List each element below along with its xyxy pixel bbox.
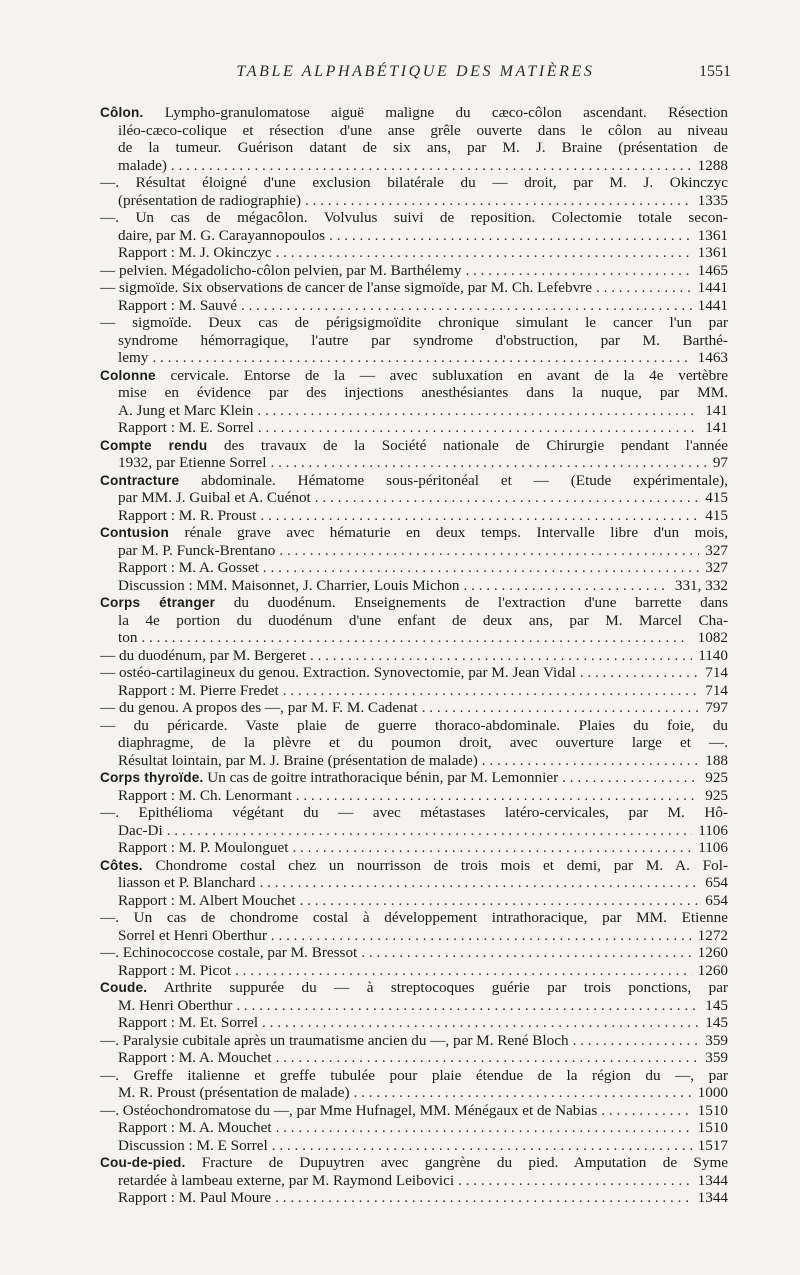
page-ref: 1106 <box>698 839 728 856</box>
leader-dots <box>292 839 692 857</box>
page-ref: 714 <box>705 664 728 681</box>
page-ref: 925 <box>705 769 728 786</box>
page-ref: 1260 <box>697 961 728 979</box>
index-line <box>100 332 728 350</box>
index-line <box>100 997 728 1015</box>
entry-text: — du péricarde. Vaste plaie de guerre thoraco-abdominale. Plaies du foie, du <box>100 716 728 734</box>
page-ref: 654 <box>705 874 728 891</box>
leader-dots <box>279 542 699 560</box>
index-line <box>100 1154 728 1172</box>
entry-text: Arthrite suppurée du — à streptocoques guérie par trois ponctions, par <box>147 979 728 996</box>
entry-text: Fracture de Dupuytren avec gangrène du pied. Amputation de Syme <box>185 1154 728 1171</box>
entry-text: (présentation de radiographie) <box>118 191 302 209</box>
entry-text: Rapport : M. R. Proust <box>118 506 257 524</box>
leader-dots <box>305 192 692 210</box>
index-line <box>100 472 728 490</box>
index-line <box>100 787 728 805</box>
entry-text: —. Un cas de mégacôlon. Volvulus suivi de reposition. Colectomie totale secon- <box>100 209 728 226</box>
entry-text: par M. P. Funck-Brentano <box>118 541 276 559</box>
entry-text: diaphragme, de la plèvre et du poumon droit, avec ouverture large et —. <box>118 734 728 751</box>
entry-heading: Côtes. <box>100 857 143 873</box>
leader-dots <box>257 402 699 420</box>
index-line <box>100 629 728 647</box>
leader-dots <box>271 927 692 945</box>
page-ref: 925 <box>705 786 728 804</box>
leader-dots <box>236 997 699 1015</box>
entry-text: rénale grave avec hématurie en deux temps. Intervalle libre d'un mois, <box>169 524 728 541</box>
page-ref: 141 <box>705 401 728 419</box>
entry-text: Rapport : M. P. Moulonguet <box>118 839 289 856</box>
index-line <box>100 489 728 507</box>
leader-dots <box>262 1014 699 1032</box>
index-line <box>100 279 728 297</box>
entry-text: —. Paralysie cubitale après un traumatisme ancien du —, par M. René Bloch <box>100 1031 569 1049</box>
index-line <box>100 857 728 875</box>
page-ref: 1517 <box>697 1136 728 1154</box>
leader-dots <box>260 507 699 525</box>
page-ref: 141 <box>705 419 728 436</box>
entry-heading: Contracture <box>100 472 180 488</box>
entry-text: Rapport : M. Et. Sorrel <box>118 1014 259 1031</box>
index-line <box>100 1119 728 1137</box>
leader-dots <box>296 787 699 805</box>
page-ref: 1344 <box>697 1171 728 1189</box>
leader-dots <box>315 489 699 507</box>
entry-text: iléo-cæco-colique et résection d'une anse grêle ouverte dans le côlon au niveau <box>118 121 728 139</box>
page-ref: 1335 <box>697 191 728 209</box>
page-ref: 1441 <box>697 296 728 314</box>
page-ref: 714 <box>705 681 728 699</box>
index-line <box>100 647 728 665</box>
leader-dots <box>422 699 700 717</box>
index-line <box>100 927 728 945</box>
running-header <box>100 63 731 85</box>
page-ref: 654 <box>705 891 728 909</box>
entry-heading: Côlon. <box>100 105 144 120</box>
index-line <box>100 769 728 787</box>
page-ref: 145 <box>705 996 728 1014</box>
index-line <box>100 962 728 980</box>
index-line <box>100 122 728 140</box>
entry-text: Dac-Di <box>118 821 163 839</box>
index-line <box>100 437 728 455</box>
leader-dots <box>270 454 706 472</box>
entry-heading: Compte rendu <box>100 437 208 453</box>
leader-dots <box>141 629 691 647</box>
entry-text: malade) <box>118 156 167 174</box>
leader-dots <box>464 577 669 595</box>
leader-dots <box>276 1119 692 1137</box>
entry-text: A. Jung et Marc Klein <box>118 401 254 419</box>
entry-text: Discussion : MM. Maisonnet, J. Charrier, Louis Michon <box>118 576 460 594</box>
index-line <box>100 139 728 157</box>
index-line <box>100 507 728 525</box>
page-ref: 415 <box>705 506 728 524</box>
page-ref: 1106 <box>698 821 728 839</box>
entry-text: Rapport : M. Paul Moure <box>118 1189 272 1206</box>
index-line <box>100 979 728 997</box>
entry-text: ton <box>118 629 138 646</box>
index-line <box>100 419 728 437</box>
index-line <box>100 314 728 332</box>
leader-dots <box>361 944 691 962</box>
entry-text: — du genou. A propos des —, par M. F. M. Cadenat <box>100 699 418 716</box>
index-line <box>100 244 728 262</box>
leader-dots <box>258 419 699 437</box>
index-line <box>100 174 728 192</box>
entry-text: Sorrel et Henri Oberthur <box>118 926 267 944</box>
entry-text: Rapport : M. J. Okinczyc <box>118 244 272 261</box>
page-title: TABLE ALPHABÉTIQUE DES MATIÈRES <box>236 63 595 80</box>
entry-text: Chondrome costal chez un nourrisson de trois mois et demi, par M. A. Fol- <box>142 856 728 874</box>
entry-text: liasson et P. Blanchard <box>118 874 256 891</box>
index-line <box>100 524 728 542</box>
index-line <box>100 682 728 700</box>
index-line <box>100 367 728 385</box>
entry-text: la 4e portion du duodénum d'une enfant de deux ans, par M. Marcel Cha- <box>118 611 728 629</box>
page-ref: 359 <box>705 1049 728 1066</box>
leader-dots <box>263 559 699 577</box>
page-ref: 1260 <box>697 944 728 961</box>
index-line <box>100 804 728 822</box>
page-ref: 1272 <box>697 926 728 944</box>
index-line <box>100 892 728 910</box>
entry-heading: Contusion <box>100 525 169 540</box>
entry-heading: Corps thyroïde. <box>100 770 204 785</box>
entry-text: lemy <box>118 349 149 366</box>
entry-text: —. Echinococcose costale, par M. Bressot <box>100 944 358 961</box>
leader-dots <box>276 1049 700 1067</box>
entry-heading: Cou-de-pied. <box>100 1155 186 1170</box>
leader-dots <box>272 1137 692 1155</box>
page-ref: 1140 <box>698 646 728 664</box>
entry-text: mise en évidence par des injections anesthésiantes dans la nuque, par MM. <box>118 384 728 401</box>
leader-dots <box>260 874 700 892</box>
leader-dots <box>275 1189 691 1207</box>
index-line <box>100 1032 728 1050</box>
index-body <box>100 104 728 1207</box>
entry-text: Rapport : M. Picot <box>118 961 232 979</box>
page-ref: 327 <box>705 541 728 559</box>
index-line <box>100 839 728 857</box>
page-ref: 1344 <box>697 1189 728 1206</box>
index-line <box>100 909 728 927</box>
entry-text: abdominale. Hématome sous-péritonéal et — (Etude expérimentale), <box>179 471 728 489</box>
leader-dots <box>354 1084 692 1102</box>
index-line <box>100 402 728 420</box>
page-ref: 145 <box>705 1014 728 1031</box>
entry-text: — sigmoïde. Six observations de cancer de l'anse sigmoïde, par M. Ch. Lefebvre <box>100 279 592 296</box>
entry-text: cervicale. Entorse de la — avec subluxation en avant de la 4e vertèbre <box>155 366 728 384</box>
index-line <box>100 1137 728 1155</box>
entry-text: — sigmoïde. Deux cas de périgsigmoïdite chronique simulant le cancer l'un par <box>100 314 728 331</box>
entry-text: —. Résultat éloigné d'une exclusion bilatérale du — droit, par M. J. Okinczyc <box>100 174 728 191</box>
entry-text: syndrome hémorragique, l'autre par syndrome d'obstruction, par M. Barthé- <box>118 331 728 349</box>
index-line <box>100 594 728 612</box>
page-ref: 188 <box>705 751 728 769</box>
leader-dots <box>310 647 692 665</box>
index-line <box>100 1102 728 1120</box>
entry-text: retardée à lambeau externe, par M. Raymond Leibovici <box>118 1171 455 1189</box>
entry-text: Rapport : M. A. Mouchet <box>118 1049 272 1066</box>
entry-text: Rapport : M. Pierre Fredet <box>118 681 279 699</box>
index-line <box>100 1014 728 1032</box>
page-ref: 327 <box>705 559 728 576</box>
index-line <box>100 822 728 840</box>
page-ref: 97 <box>712 454 728 471</box>
index-line <box>100 297 728 315</box>
leader-dots <box>300 892 700 910</box>
page-ref: 1441 <box>697 279 728 296</box>
index-line <box>100 944 728 962</box>
leader-dots <box>465 262 691 280</box>
index-line <box>100 577 728 595</box>
entry-text: par MM. J. Guibal et A. Cuénot <box>118 489 311 506</box>
entry-text: M. Henri Oberthur <box>118 996 233 1014</box>
entry-text: Rapport : M. Albert Mouchet <box>118 891 296 909</box>
page-ref: 1465 <box>697 261 728 279</box>
entry-text: 1932, par Etienne Sorrel <box>118 454 267 471</box>
page-ref: 1463 <box>697 349 728 366</box>
page-ref: 415 <box>705 489 728 506</box>
entry-heading: Corps étranger <box>100 595 216 610</box>
page-ref: 359 <box>705 1031 728 1049</box>
entry-text: — du duodénum, par M. Bergeret <box>100 646 306 664</box>
page-ref: 1361 <box>697 244 728 261</box>
index-line <box>100 734 728 752</box>
entry-text: daire, par M. G. Carayannopoulos <box>118 226 326 244</box>
leader-dots <box>167 822 692 840</box>
page-number: 1551 <box>699 63 731 80</box>
index-line <box>100 1172 728 1190</box>
index-line <box>100 227 728 245</box>
entry-text: Rapport : M. Ch. Lenormant <box>118 786 292 804</box>
leader-dots <box>283 682 700 700</box>
leader-dots <box>241 297 692 315</box>
index-line <box>100 157 728 175</box>
leader-dots <box>171 157 692 175</box>
entry-text: M. R. Proust (présentation de malade) <box>118 1084 350 1101</box>
index-line <box>100 209 728 227</box>
entry-text: —. Greffe italienne et greffe tubulée pour plaie étendue de la région du —, par <box>100 1066 728 1084</box>
page-ref: 1000 <box>697 1084 728 1101</box>
index-line <box>100 699 728 717</box>
entry-text: du duodénum. Enseignements de l'extraction d'une barrette dans <box>215 594 729 611</box>
leader-dots <box>482 752 699 770</box>
index-line <box>100 612 728 630</box>
entry-text: —. Epithélioma végétant du — avec métastases latéro-cervicales, par M. Hô- <box>100 804 728 821</box>
entry-text: des travaux de la Société nationale de Chirurgie pendant l'année <box>207 436 728 454</box>
index-line <box>100 1049 728 1067</box>
entry-text: Lympho-granulomatose aiguë maligne du cæco-côlon ascendant. Résection <box>143 104 728 121</box>
index-line <box>100 104 728 122</box>
entry-heading: Colonne <box>100 367 156 383</box>
page-ref: 1510 <box>697 1119 728 1136</box>
page-ref: 1288 <box>697 156 728 174</box>
leader-dots <box>562 769 699 787</box>
leader-dots <box>573 1032 700 1050</box>
index-line <box>100 874 728 892</box>
entry-text: Discussion : M. E Sorrel <box>118 1136 268 1154</box>
leader-dots <box>580 664 699 682</box>
page-ref: 331, 332 <box>674 576 728 594</box>
index-line <box>100 542 728 560</box>
entry-text: —. Ostéochondromatose du —, par Mme Hufnagel, MM. Ménégaux et de Nabias <box>100 1101 598 1119</box>
index-line <box>100 454 728 472</box>
leader-dots <box>601 1102 691 1120</box>
index-line <box>100 262 728 280</box>
leader-dots <box>596 279 692 297</box>
entry-text: Rapport : M. A. Mouchet <box>118 1119 272 1136</box>
page-ref: 1510 <box>697 1101 728 1119</box>
index-line <box>100 752 728 770</box>
entry-text: Rapport : M. E. Sorrel <box>118 419 254 436</box>
leader-dots <box>276 244 692 262</box>
index-line <box>100 192 728 210</box>
index-line <box>100 1189 728 1207</box>
entry-text: —. Un cas de chondrome costal à développement intrathoracique, par MM. Etienne <box>100 909 728 926</box>
index-line <box>100 559 728 577</box>
entry-text: — ostéo-cartilagineux du genou. Extraction. Synovectomie, par M. Jean Vidal <box>100 664 576 681</box>
entry-text: Rapport : M. A. Gosset <box>118 559 259 576</box>
entry-text: Résultat lointain, par M. J. Braine (présentation de malade) <box>118 751 478 769</box>
index-line <box>100 384 728 402</box>
page-ref: 797 <box>705 699 728 716</box>
index-line <box>100 1084 728 1102</box>
index-line <box>100 717 728 735</box>
entry-text: Un cas de goitre intrathoracique bénin, par M. Lemonnier <box>203 769 559 786</box>
page-ref: 1361 <box>697 226 728 244</box>
index-line <box>100 664 728 682</box>
leader-dots <box>152 349 691 367</box>
entry-heading: Coude. <box>100 980 148 995</box>
leader-dots <box>329 227 692 245</box>
index-line <box>100 1067 728 1085</box>
entry-text: — pelvien. Mégadolicho-côlon pelvien, par M. Barthélemy <box>100 261 462 279</box>
index-line <box>100 349 728 367</box>
leader-dots <box>235 962 692 980</box>
entry-text: Rapport : M. Sauvé <box>118 296 237 314</box>
entry-text: de la tumeur. Guérison datant de six ans, par M. J. Braine (présentation de <box>118 139 728 156</box>
leader-dots <box>458 1172 692 1190</box>
page-ref: 1082 <box>697 629 728 646</box>
